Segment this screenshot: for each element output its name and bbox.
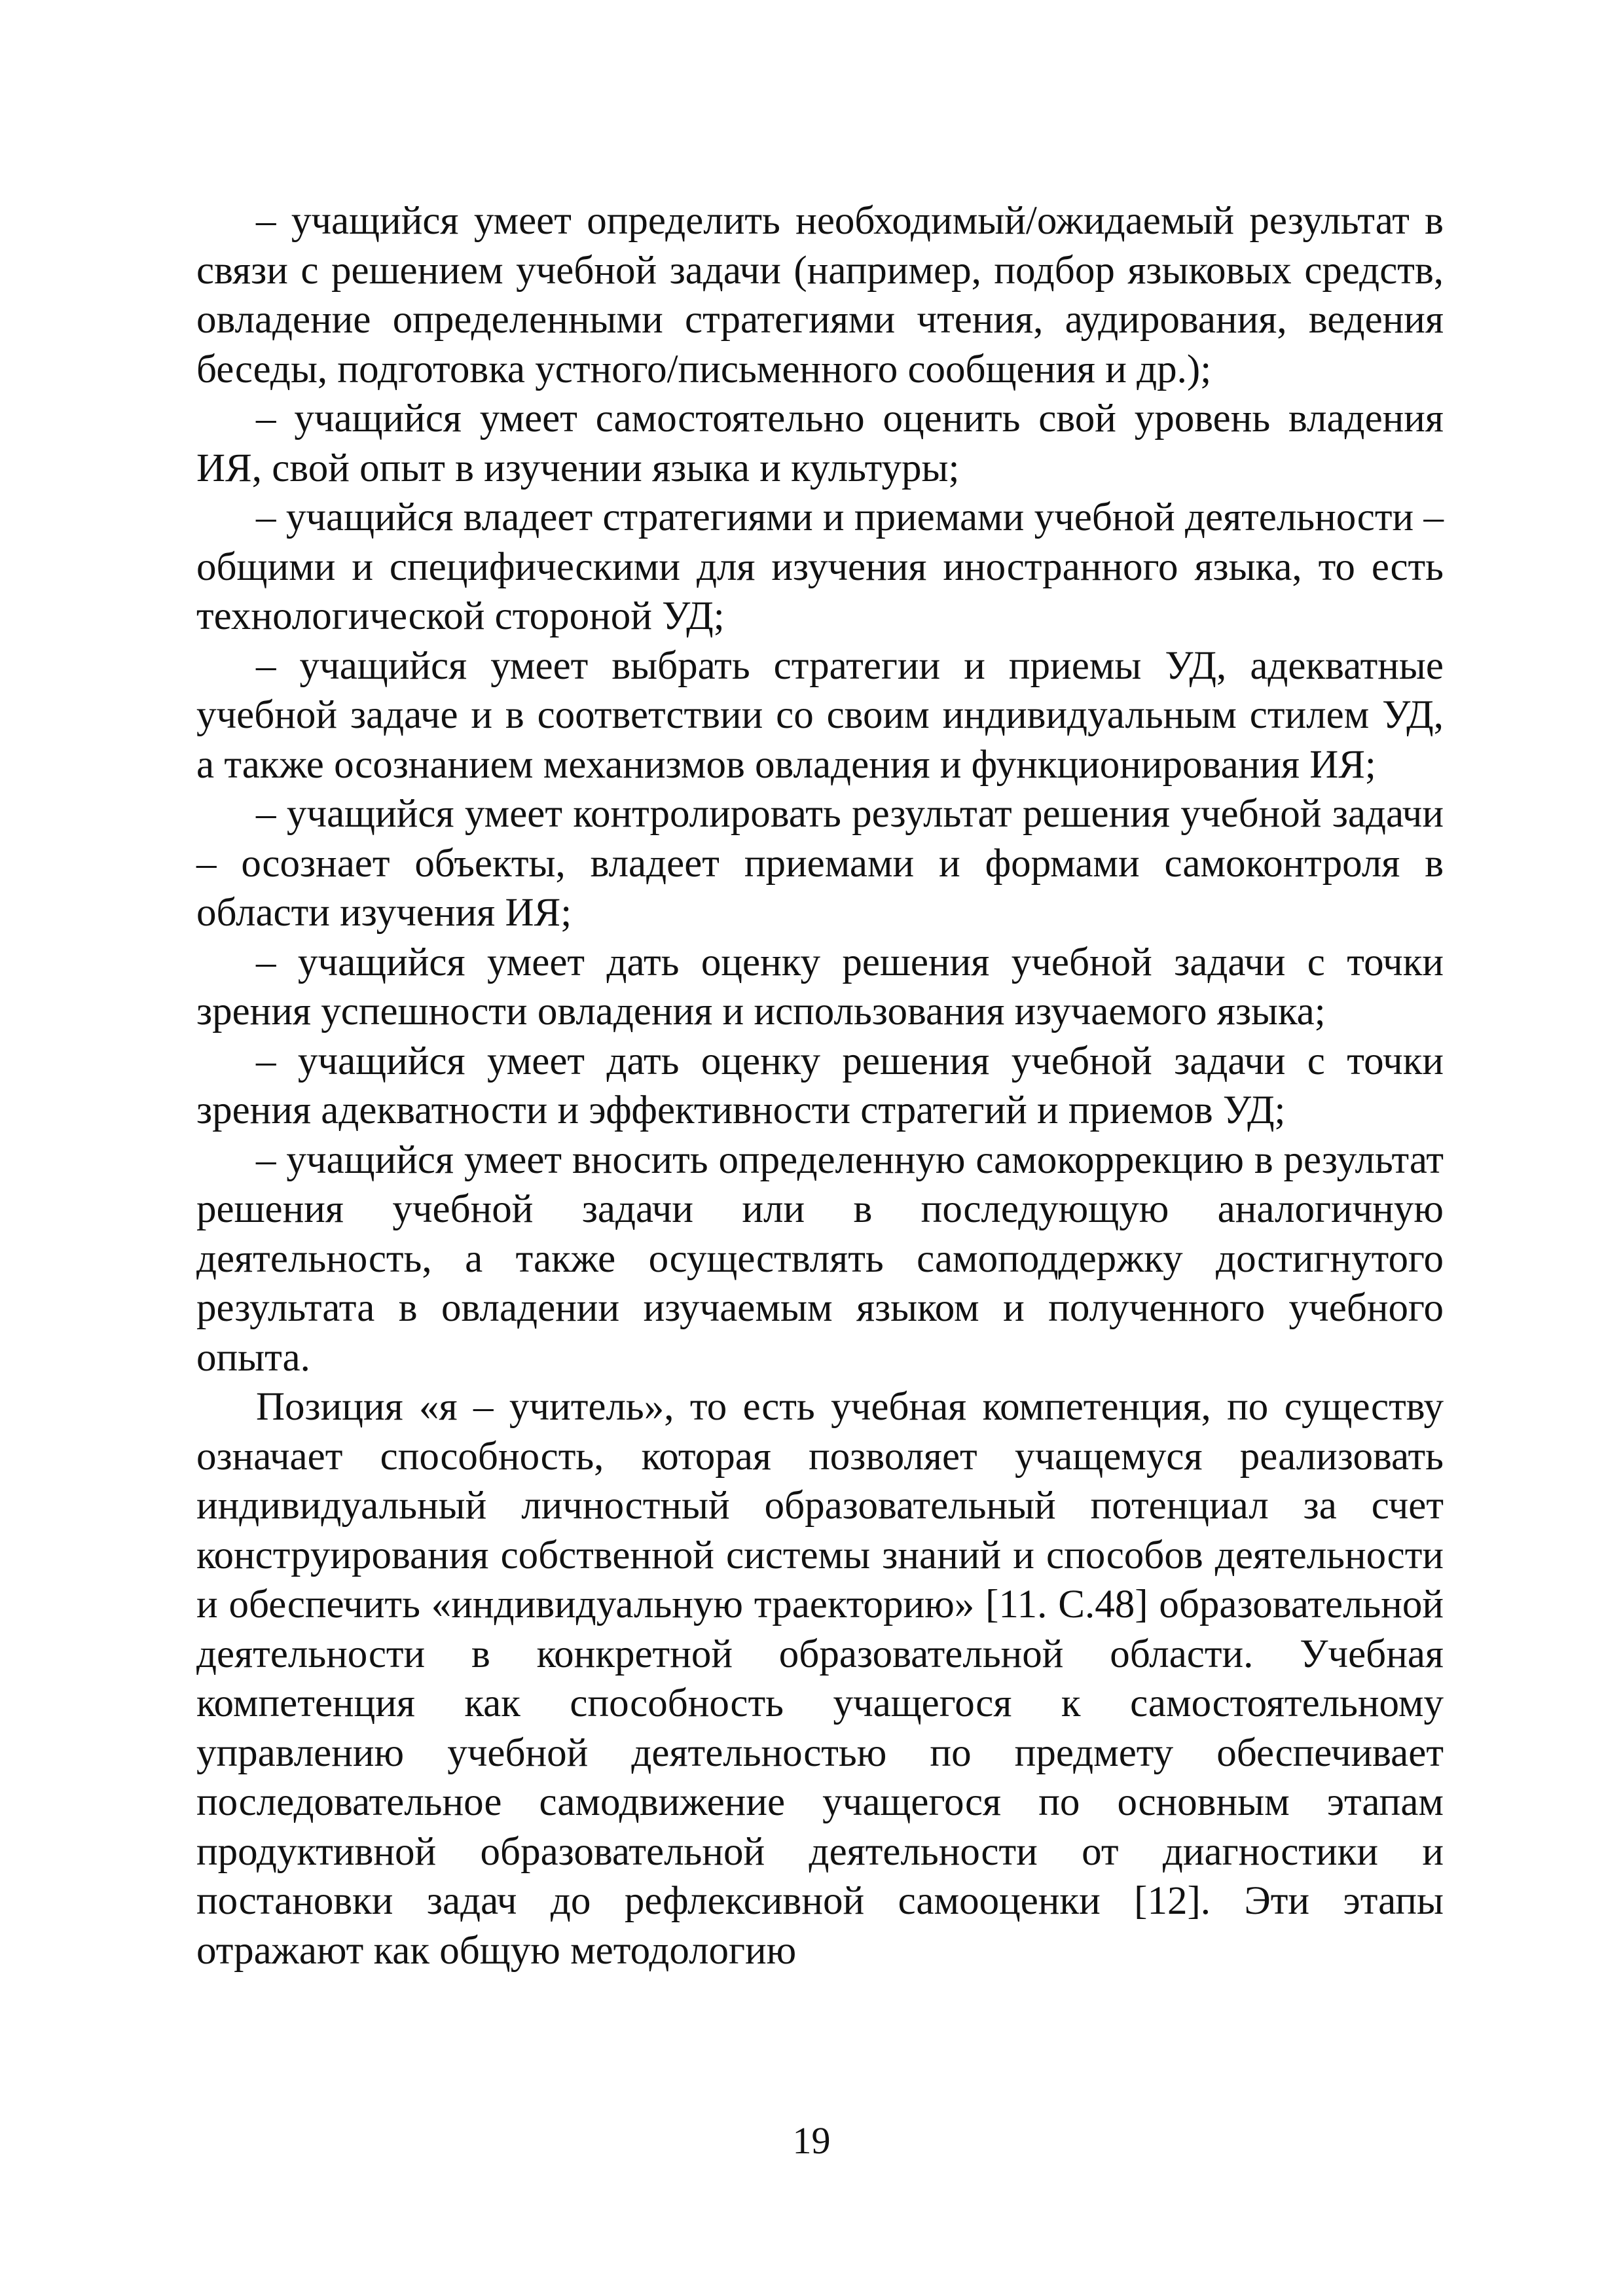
list-item-self-assessment: – учащийся умеет самостоятельно оценить свой уровень владения ИЯ, свой опыт в изучении языка и культуры; — [196, 397, 1444, 490]
page-number: 19 — [792, 2119, 831, 2162]
list-item-result: – учащийся умеет определить необходимый/ожидаемый результат в связи с решением учебной задачи (например, подбор языковых средств, овладение определенными стратегиями чтения, аудирования, ведения беседы, подготовка устного/письменного сообщения и др.); — [196, 199, 1444, 391]
list-item-evaluate-success: – учащийся умеет дать оценку решения учебной задачи с точки зрения успешности овладения и использования изучаемого языка; — [196, 940, 1444, 1033]
list-item-choose-strategies: – учащийся умеет выбрать стратегии и приемы УД, адекватные учебной задаче и в соответствии со своим индивидуальным стилем УД, а также осознанием механизмов овладения и функционирования ИЯ; — [196, 643, 1444, 787]
list-item-strategies: – учащийся владеет стратегиями и приемами учебной деятельности – общими и специфическими для изучения иностранного языка, то есть технологической стороной УД; — [196, 495, 1444, 638]
list-item-evaluate-adequacy: – учащийся умеет дать оценку решения учебной задачи с точки зрения адекватности и эффективности стратегий и приемов УД; — [196, 1039, 1444, 1132]
body-text — [196, 196, 1444, 1975]
paragraph-teacher-position: Позиция «я – учитель», то есть учебная компетенция, по существу означает способность, которая позволяет учащемуся реализовать индивидуальный личностный образовательный потенциал за счет конструирования собственной системы знаний и способов деятельности и обеспечить «индивидуальную траекторию» [11. С.48] образовательной деятельности в конкретной образовательной области. Учебная компетенция как способность учащегося к самостоятельному управлению учебной деятельностью по предмету обеспечивает последовательное самодвижение учащегося по основным этапам продуктивной образовательной деятельности от диагностики и постановки задач до рефлексивной самооценки [12]. Эти этапы отражают как общую методологию — [196, 1385, 1444, 1973]
list-item-self-correction: – учащийся умеет вносить определенную самокоррекцию в результат решения учебной задачи или в последующую аналогичную деятельность, а также осуществлять самоподдержку достигнутого результата в овладении изучаемым языком и полученного учебного опыта. — [196, 1138, 1444, 1380]
list-item-control: – учащийся умеет контролировать результат решения учебной задачи – осознает объекты, владеет приемами и формами самоконтроля в области изучения ИЯ; — [196, 792, 1444, 935]
